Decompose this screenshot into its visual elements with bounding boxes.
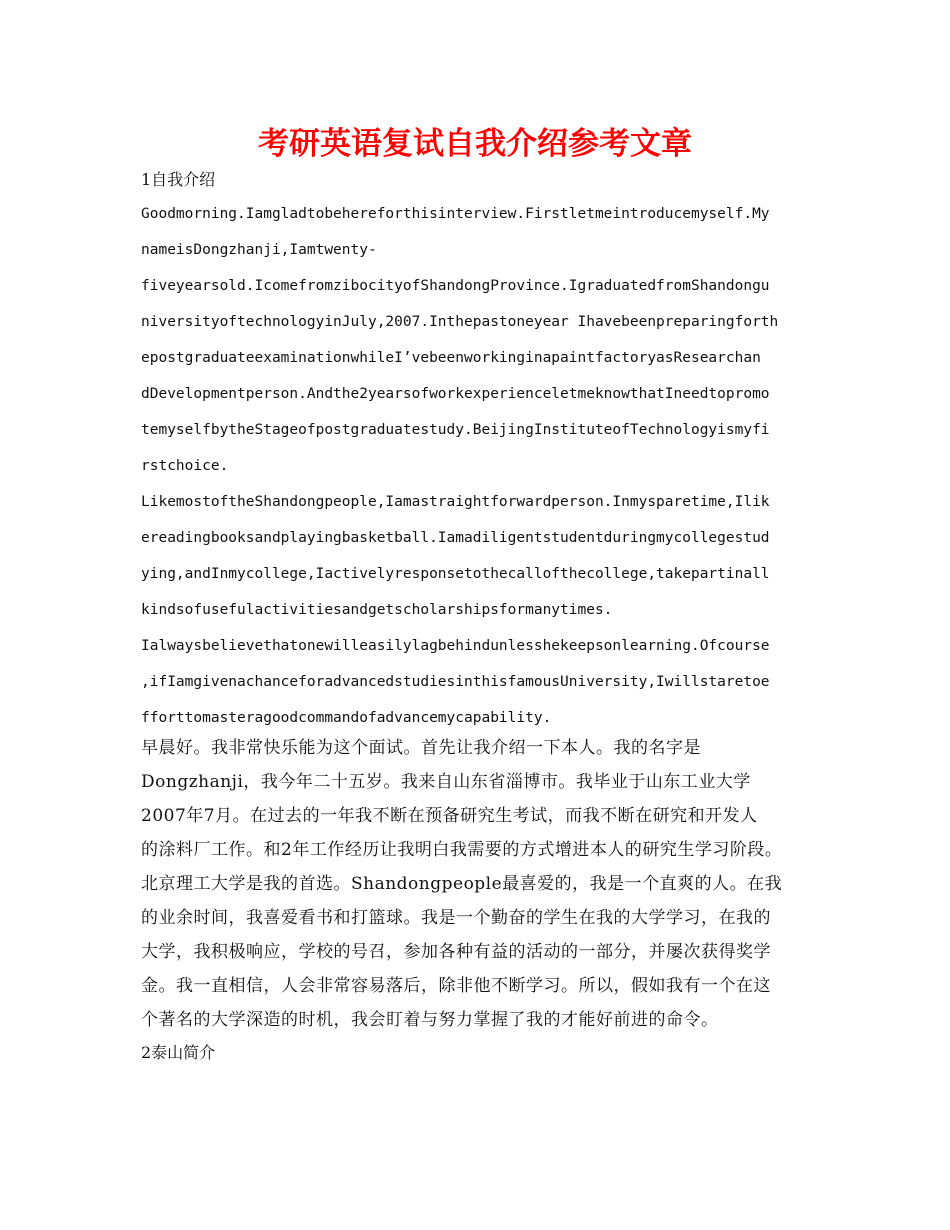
chinese-introduction (141, 731, 831, 1037)
english-line: ,ifIamgivenachanceforadvancedstudiesinthisfamousUniversity,Iwillstaretoe (141, 674, 770, 690)
chinese-line: Dongzhanji，我今年二十五岁。我来自山东省淄博市。我毕业于山东工业大学 (141, 772, 751, 792)
english-line: ying,andInmycollege,Iactivelyresponsetothecallofthecollege,takepartinall (141, 566, 770, 582)
section-heading-2: 2泰山简介 (141, 1043, 216, 1062)
chinese-line: 个著名的大学深造的时机，我会盯着与努力掌握了我的才能好前进的命令。 (141, 1010, 719, 1030)
chinese-line: 早晨好。我非常快乐能为这个面试。首先让我介绍一下本人。我的名字是 (141, 738, 701, 758)
english-line: niversityoftechnologyinJuly,2007.Inthepastoneyear Ihavebeenpreparingforth (141, 314, 779, 330)
chinese-line: 2007年7月。在过去的一年我不断在预备研究生考试，而我不断在研究和开发人 (141, 806, 758, 826)
chinese-line: 金。我一直相信，人会非常容易落后，除非他不断学习。所以，假如我有一个在这 (141, 976, 771, 996)
english-line: LikemostoftheShandongpeople,Iamastraightforwardperson.Inmysparetime,Ilik (141, 494, 770, 510)
english-line: rstchoice. (141, 458, 229, 474)
chinese-line: 北京理工大学是我的首选。Shandongpeople最喜爱的，我是一个直爽的人。在我 (141, 874, 783, 894)
english-line: fiveyearsold.IcomefromzibocityofShandongProvince.IgraduatedfromShandongu (141, 278, 770, 294)
english-line: epostgraduateexaminationwhileI’vebeenworkinginapaintfactoryasResearchan (141, 350, 761, 366)
chinese-line: 大学，我积极响应，学校的号召，参加各种有益的活动的一部分，并屡次获得奖学 (141, 942, 771, 962)
english-line: fforttomasteragoodcommandofadvancemycapability. (141, 710, 552, 726)
english-line: nameisDongzhanji,Iamtwenty- (141, 242, 377, 258)
chinese-line: 的涂料厂工作。和2年工作经历让我明白我需要的方式增进本人的研究生学习阶段。 (141, 840, 783, 860)
english-line: ereadingbooksandplayingbasketball.Iamadiligentstudentduringmycollegestud (141, 530, 770, 546)
english-line: Ialwaysbelievethatonewilleasilylagbehindunlesshekeepsonlearning.Ofcourse (141, 638, 770, 654)
english-line: dDevelopmentperson.Andthe2yearsofworkexperienceletmeknowthatIneedtopromo (141, 386, 770, 402)
english-line: kindsofusefulactivitiesandgetscholarshipsformanytimes. (141, 602, 613, 618)
english-line: Goodmorning.Iamgladtobehereforthisinterview.Firstletmeintroducemyself.My (141, 206, 770, 222)
document-title: 考研英语复试自我介绍参考文章 (258, 126, 692, 162)
section-heading-1: 1自我介绍 (141, 170, 216, 189)
english-line: temyselfbytheStageofpostgraduatestudy.BeijingInstituteofTechnologyismyfi (141, 422, 770, 438)
chinese-line: 的业余时间，我喜爱看书和打篮球。我是一个勤奋的学生在我的大学学习，在我的 (141, 908, 771, 928)
english-introduction (141, 196, 831, 736)
